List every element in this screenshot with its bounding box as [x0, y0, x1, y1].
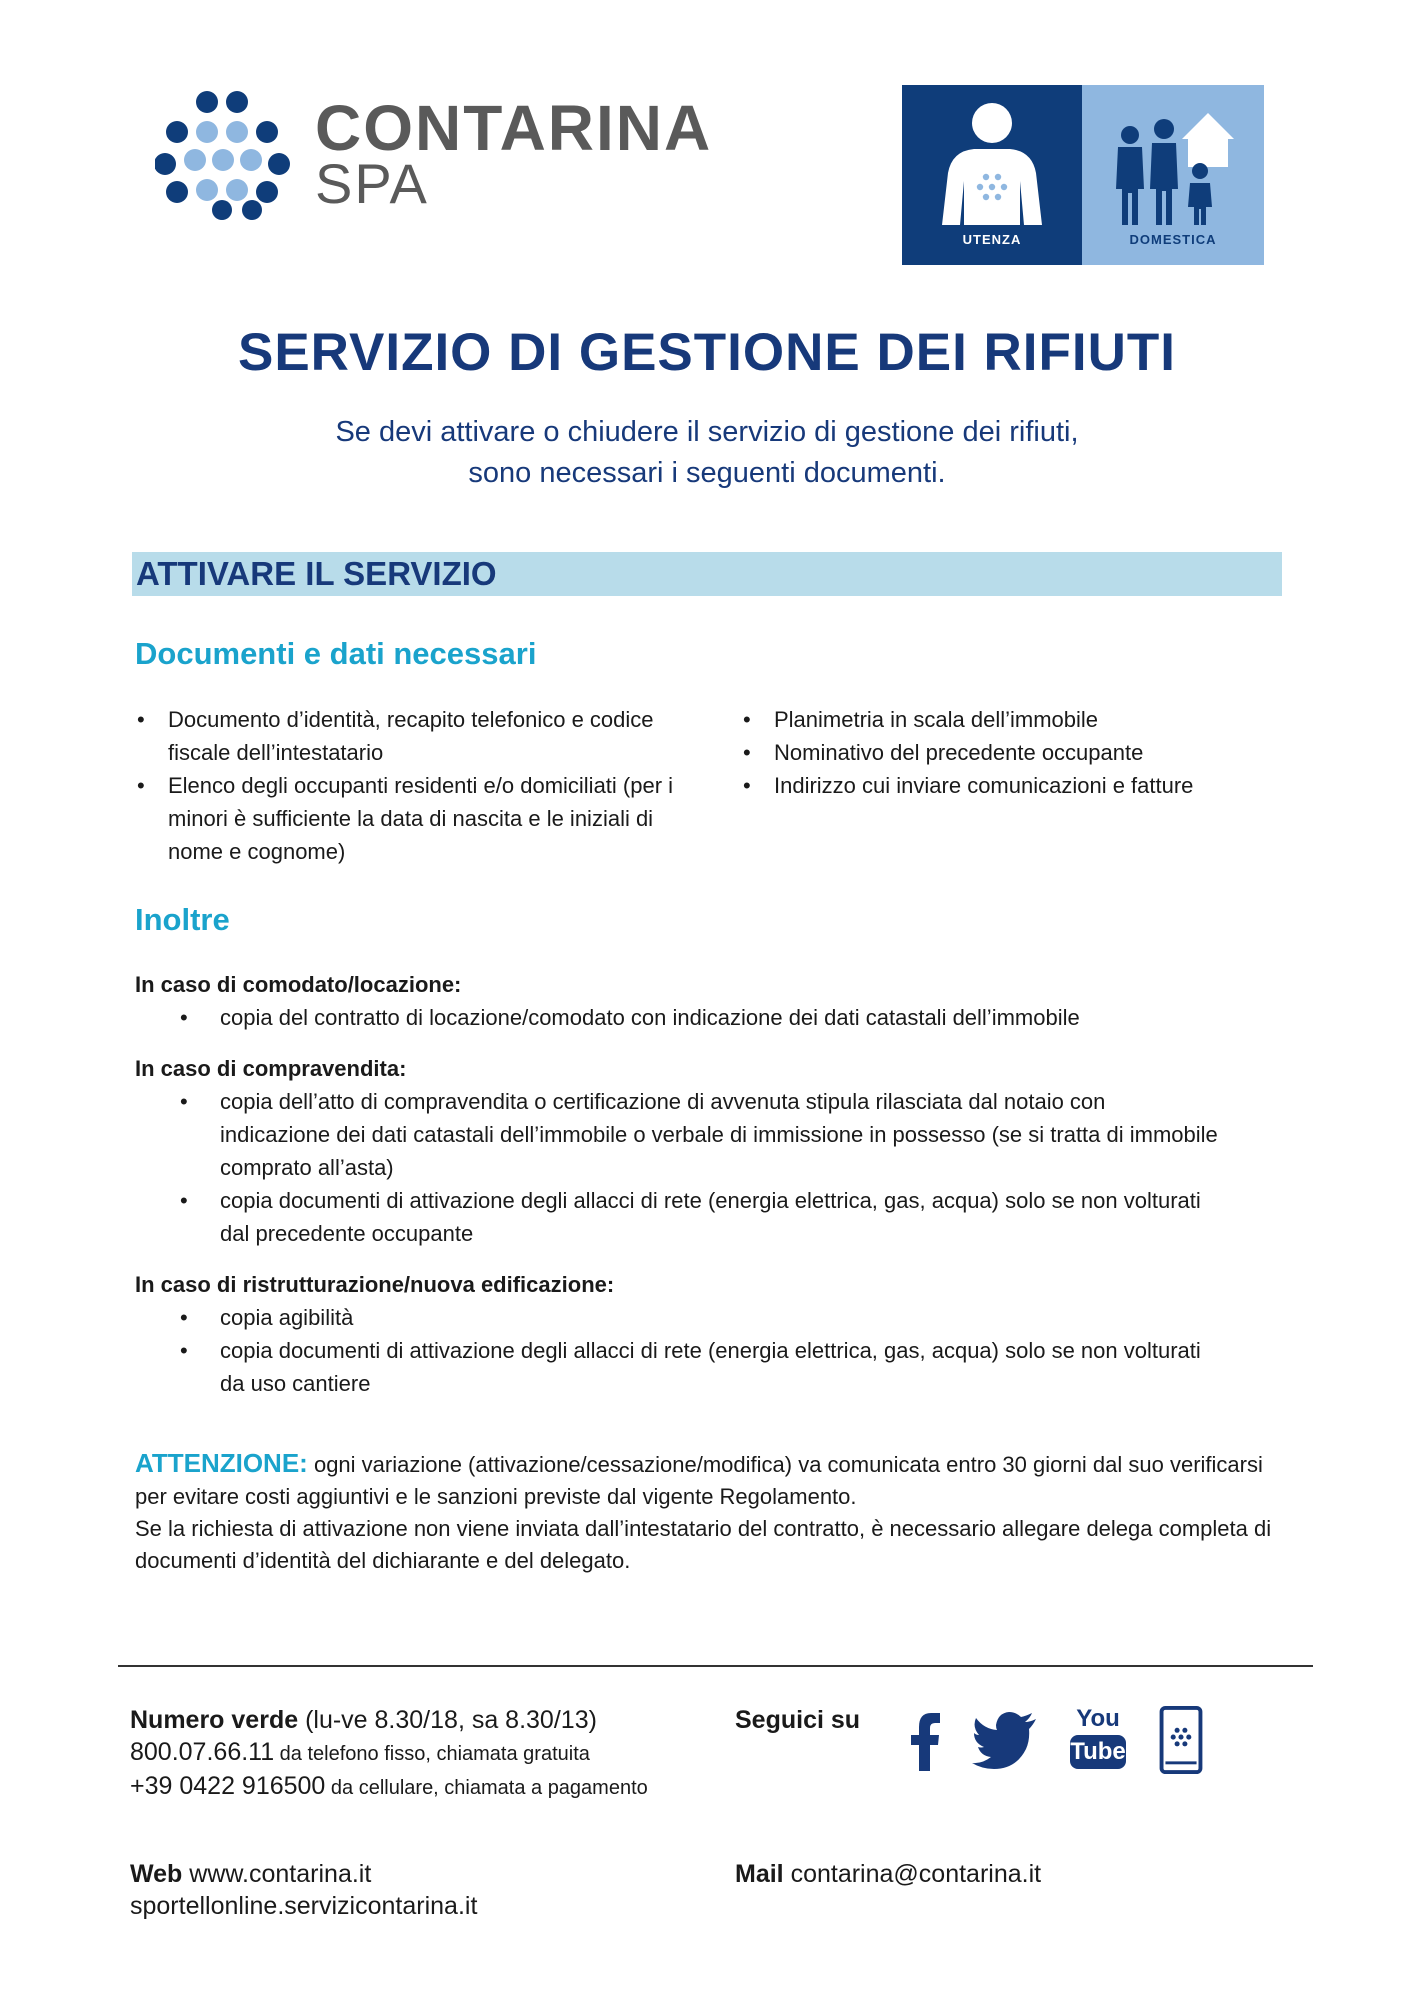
- mail-value[interactable]: contarina@contarina.it: [783, 1860, 1042, 1888]
- web-label: Web: [130, 1860, 183, 1888]
- page-title: SERVIZIO DI GESTIONE DEI RIFIUTI: [237, 323, 1177, 382]
- web-url-2[interactable]: sportellonline.servizicontarina.it: [130, 1892, 478, 1920]
- list-item: • Planimetria in scala dell’immobile: [741, 703, 1281, 736]
- case-ristrutturazione: [135, 1268, 1285, 1400]
- youtube-icon[interactable]: [1068, 1705, 1128, 1775]
- attention-label: ATTENZIONE:: [135, 1448, 308, 1478]
- badge-domestica-label: DOMESTICA: [1129, 232, 1217, 247]
- brand-sub: SPA: [315, 152, 429, 215]
- phone-mobile[interactable]: +39 0422 916500: [130, 1772, 326, 1800]
- list-item: • copia documenti di attivazione degli allacci di rete (energia elettrica, gas, acqua) solo se non volturati dal precedente occupante: [220, 1184, 1220, 1250]
- badge-utenza-label: UTENZA: [962, 232, 1022, 247]
- badge-utenza: [902, 85, 1082, 265]
- app-icon[interactable]: [1158, 1705, 1204, 1775]
- list-item: • copia documenti di attivazione degli allacci di rete (energia elettrica, gas, acqua) solo se non volturati da uso cantiere: [220, 1334, 1220, 1400]
- documents-heading: Documenti e dati necessari: [135, 636, 537, 671]
- web-contacts: [130, 1858, 477, 1922]
- brand-name: CONTARINA: [315, 92, 713, 164]
- mail-label: Mail: [735, 1860, 784, 1888]
- phone-contacts: [130, 1704, 730, 1804]
- case-comodato: [135, 968, 1285, 1034]
- case-title: In caso di ristrutturazione/nuova edificazione:: [135, 1272, 615, 1297]
- list-item: • copia del contratto di locazione/comodato con indicazione dei dati catastali dell’immobile: [220, 1001, 1285, 1034]
- list-item: • Elenco degli occupanti residenti e/o domiciliati (per i minori è sufficiente la data di nascita e le iniziali di nome e cognome): [135, 769, 695, 868]
- phone-landline[interactable]: 800.07.66.11: [130, 1738, 275, 1766]
- list-item: • Documento d’identità, recapito telefonico e codice fiscale dell’intestatario: [135, 703, 695, 769]
- page-subtitle: [0, 412, 1414, 494]
- list-item: • Nominativo del precedente occupante: [741, 736, 1281, 769]
- footer-divider: [118, 1665, 1313, 1667]
- badge-domestica: [1082, 85, 1264, 265]
- facebook-icon[interactable]: [905, 1705, 945, 1775]
- youtube-you: You: [1076, 1705, 1120, 1732]
- inoltre-heading: Inoltre: [135, 902, 230, 937]
- phone-landline-note: da telefono fisso, chiamata gratuita: [274, 1743, 590, 1765]
- numero-verde-hours: (lu-ve 8.30/18, sa 8.30/13): [298, 1706, 597, 1734]
- seguici-label: [735, 1704, 860, 1736]
- twitter-icon[interactable]: [970, 1705, 1040, 1775]
- subtitle-line-1: Se devi attivare o chiudere il servizio di gestione dei rifiuti,: [335, 416, 1079, 448]
- documents-list-right: [741, 703, 1281, 802]
- case-compravendita: [135, 1052, 1285, 1250]
- attention-text-2: Se la richiesta di attivazione non viene inviata dall’intestatario del contratto, è necessario allegare delega completa di documenti d’identità del dichiarante e del delegato.: [135, 1516, 1272, 1573]
- contarina-logo: [155, 90, 755, 220]
- section-title: ATTIVARE IL SERVIZIO: [136, 555, 497, 592]
- logo-dots-icon: [155, 90, 295, 220]
- attention-note: [135, 1447, 1285, 1577]
- subtitle-line-2: sono necessari i seguenti documenti.: [468, 457, 946, 489]
- mail-contact: [735, 1858, 1041, 1890]
- phone-mobile-note: da cellulare, chiamata a pagamento: [325, 1777, 648, 1799]
- numero-verde-label: Numero verde: [130, 1706, 299, 1734]
- web-url[interactable]: www.contarina.it: [182, 1860, 372, 1888]
- case-title: In caso di compravendita:: [135, 1056, 407, 1081]
- youtube-tube: Tube: [1070, 1735, 1126, 1769]
- list-item: • copia agibilità: [220, 1301, 1220, 1334]
- seguici-text: Seguici su: [735, 1706, 861, 1734]
- case-title: In caso di comodato/locazione:: [135, 972, 462, 997]
- list-item: • copia dell’atto di compravendita o certificazione di avvenuta stipula rilasciata dal notaio con indicazione dei dati catastali dell’immobile o verbale di immissione in possesso (se si tratta di immobile comprato all’asta): [220, 1085, 1220, 1184]
- documents-list-left: [135, 703, 695, 868]
- utenza-domestica-badge: [902, 85, 1264, 265]
- attention-text-1: ogni variazione (attivazione/cessazione/modifica) va comunicata entro 30 giorni dal suo verificarsi per evitare costi aggiuntivi e le sanzioni previste dal vigente Regolamento.: [135, 1452, 1263, 1509]
- list-item: • Indirizzo cui inviare comunicazioni e fatture: [741, 769, 1281, 802]
- section-bar: [132, 552, 1282, 596]
